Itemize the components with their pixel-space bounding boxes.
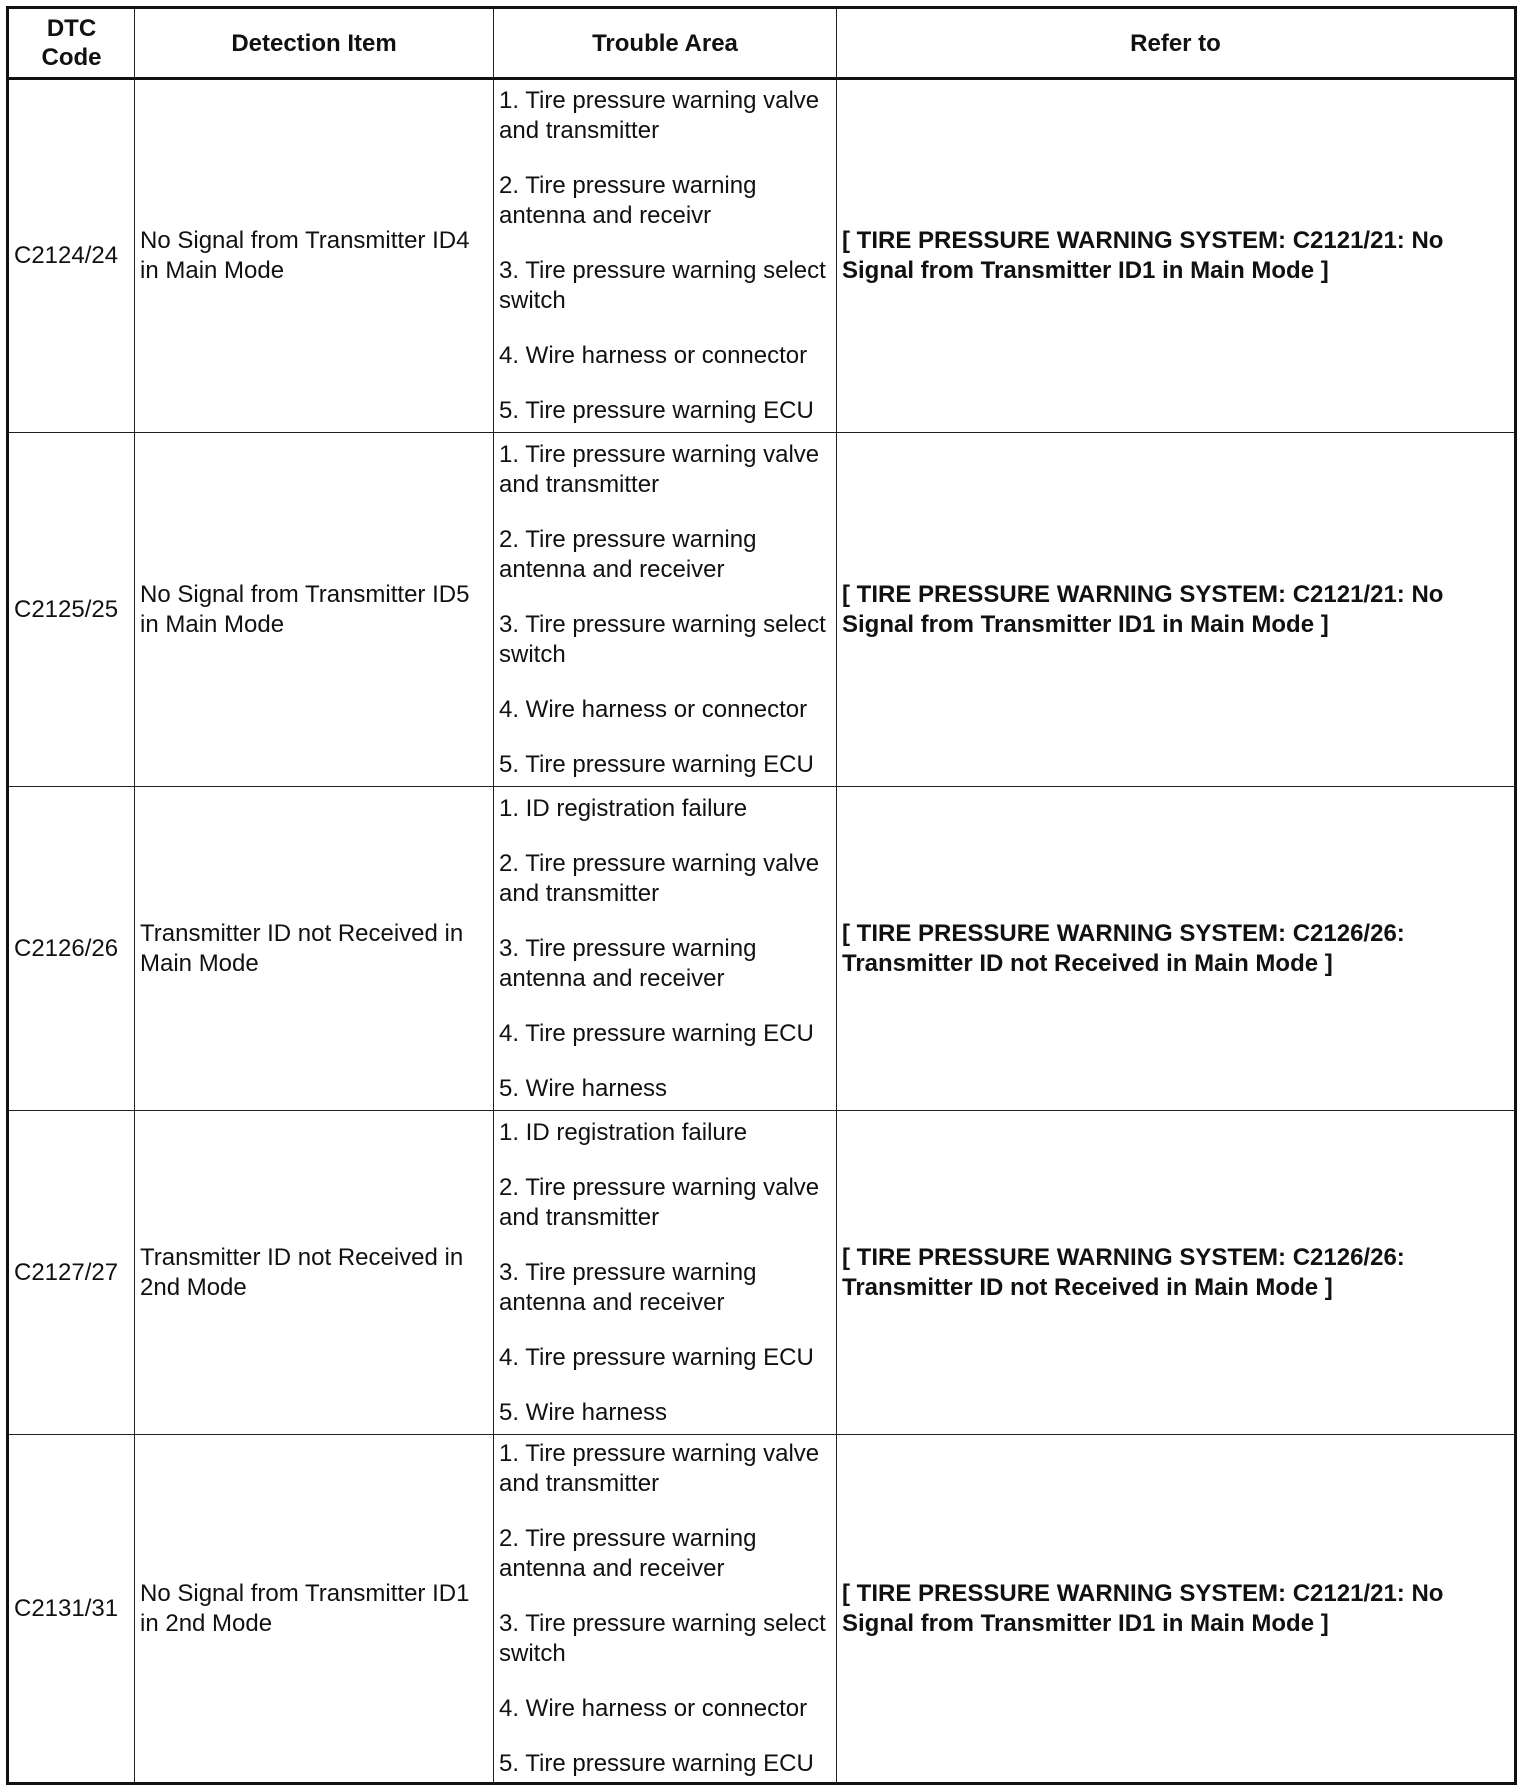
trouble-area-item: 5. Wire harness: [499, 1398, 668, 1426]
dtc-code-cell: C2131/31: [8, 1435, 135, 1784]
trouble-area-item: 2. Tire pressure warning valve and transmitter: [499, 849, 820, 907]
trouble-area-list: [499, 440, 832, 780]
trouble-area-item: 3. Tire pressure warning select switch: [499, 1609, 826, 1667]
table-row: [8, 787, 1516, 1111]
detection-item-cell: No Signal from Transmitter ID1 in 2nd Mode: [135, 1435, 494, 1784]
trouble-area-item: 3. Tire pressure warning select switch: [499, 257, 826, 314]
trouble-area-cell: [494, 1435, 837, 1784]
trouble-area-item: 1. Tire pressure warning valve and transmitter: [499, 440, 820, 498]
trouble-area-item: 4. Wire harness or connector: [499, 342, 808, 369]
trouble-area-item: 2. Tire pressure warning valve and transmitter: [499, 1173, 820, 1231]
trouble-area-item: 4. Tire pressure warning ECU: [499, 1343, 814, 1371]
trouble-area-item: 5. Tire pressure warning ECU: [499, 1749, 814, 1777]
dtc-code-cell: C2127/27: [8, 1111, 135, 1435]
trouble-area-item: 1. Tire pressure warning valve and transmitter: [499, 1439, 820, 1497]
refer-to-link[interactable]: [ TIRE PRESSURE WARNING SYSTEM: C2126/26: Transmitter ID not Received in Main Mode ]: [837, 787, 1516, 1111]
trouble-area-cell: [494, 79, 837, 433]
dtc-table: [6, 6, 1517, 1785]
table-row: [8, 433, 1516, 787]
trouble-area-item: 2. Tire pressure warning antenna and receivr: [499, 172, 757, 229]
detection-item-cell: No Signal from Transmitter ID5 in Main Mode: [135, 433, 494, 787]
detection-item-cell: Transmitter ID not Received in Main Mode: [135, 787, 494, 1111]
dtc-code-cell: C2125/25: [8, 433, 135, 787]
trouble-area-item: 5. Tire pressure warning ECU: [499, 750, 814, 778]
trouble-area-cell: [494, 1111, 837, 1435]
trouble-area-item: 3. Tire pressure warning antenna and receiver: [499, 934, 757, 992]
table-row: [8, 79, 1516, 433]
trouble-area-item: 3. Tire pressure warning select switch: [499, 610, 826, 668]
trouble-area-cell: [494, 433, 837, 787]
dtc-code-cell: C2124/24: [8, 79, 135, 433]
refer-to-link[interactable]: [ TIRE PRESSURE WARNING SYSTEM: C2121/21: No Signal from Transmitter ID1 in Main Mode ]: [837, 433, 1516, 787]
trouble-area-cell: [494, 787, 837, 1111]
trouble-area-list: [499, 1439, 832, 1779]
header-refer-to: Refer to: [837, 8, 1516, 79]
detection-item-cell: No Signal from Transmitter ID4 in Main Mode: [135, 79, 494, 433]
trouble-area-item: 4. Wire harness or connector: [499, 1694, 808, 1722]
trouble-area-list: [499, 86, 832, 426]
trouble-area-item: 1. Tire pressure warning valve and transmitter: [499, 87, 820, 144]
refer-to-link[interactable]: [ TIRE PRESSURE WARNING SYSTEM: C2121/21: No Signal from Transmitter ID1 in Main Mode ]: [837, 1435, 1516, 1784]
header-dtc-code: DTC Code: [8, 8, 135, 79]
trouble-area-item: 1. ID registration failure: [499, 1118, 748, 1146]
header-detection-item: Detection Item: [135, 8, 494, 79]
header-row: [8, 8, 1516, 79]
trouble-area-item: 5. Tire pressure warning ECU: [499, 397, 814, 424]
trouble-area-item: 3. Tire pressure warning antenna and receiver: [499, 1258, 757, 1316]
table-row: [8, 1111, 1516, 1435]
table-row: [8, 1435, 1516, 1784]
refer-to-link[interactable]: [ TIRE PRESSURE WARNING SYSTEM: C2126/26: Transmitter ID not Received in Main Mode ]: [837, 1111, 1516, 1435]
trouble-area-list: [499, 794, 832, 1104]
trouble-area-item: 4. Wire harness or connector: [499, 695, 808, 723]
trouble-area-item: 5. Wire harness: [499, 1074, 668, 1102]
detection-item-cell: Transmitter ID not Received in 2nd Mode: [135, 1111, 494, 1435]
dtc-code-cell: C2126/26: [8, 787, 135, 1111]
trouble-area-list: [499, 1118, 832, 1428]
header-trouble-area: Trouble Area: [494, 8, 837, 79]
trouble-area-item: 4. Tire pressure warning ECU: [499, 1019, 814, 1047]
trouble-area-item: 2. Tire pressure warning antenna and receiver: [499, 1524, 757, 1582]
refer-to-link[interactable]: [ TIRE PRESSURE WARNING SYSTEM: C2121/21: No Signal from Transmitter ID1 in Main Mode ]: [837, 79, 1516, 433]
trouble-area-item: 2. Tire pressure warning antenna and receiver: [499, 525, 757, 583]
trouble-area-item: 1. ID registration failure: [499, 794, 748, 822]
